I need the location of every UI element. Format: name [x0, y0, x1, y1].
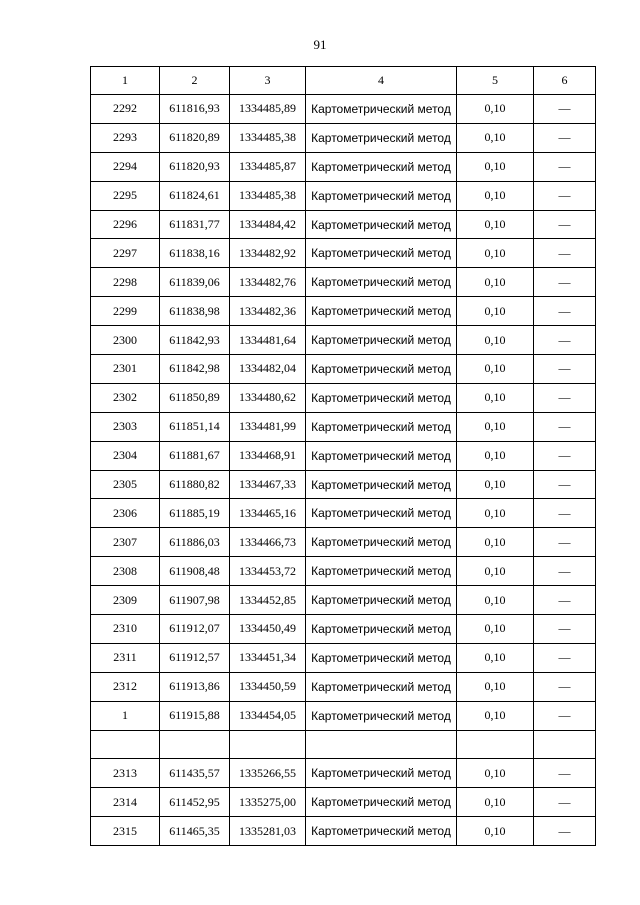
- method-cell: Картометрический метод: [306, 355, 457, 384]
- note-cell: —: [534, 210, 596, 239]
- x-coordinate-cell: 611908,48: [160, 557, 230, 586]
- y-coordinate-cell: 1335266,55: [230, 759, 306, 788]
- accuracy-cell: 0,10: [457, 297, 534, 326]
- y-coordinate-cell: 1334481,99: [230, 412, 306, 441]
- table-row: [91, 412, 596, 441]
- x-coordinate-cell: 611881,67: [160, 441, 230, 470]
- method-cell: Картометрический метод: [306, 210, 457, 239]
- table-row: [91, 759, 596, 788]
- note-cell: —: [534, 239, 596, 268]
- point-number-cell: 2312: [91, 672, 160, 701]
- point-number-cell: 2303: [91, 412, 160, 441]
- x-coordinate-cell: 611912,57: [160, 643, 230, 672]
- method-cell: Картометрический метод: [306, 268, 457, 297]
- point-number-cell: 2311: [91, 643, 160, 672]
- method-cell: Картометрический метод: [306, 615, 457, 644]
- point-number-cell: 2308: [91, 557, 160, 586]
- point-number-cell: 2314: [91, 788, 160, 817]
- x-coordinate-cell: 611886,03: [160, 528, 230, 557]
- accuracy-cell: 0,10: [457, 557, 534, 586]
- note-cell: —: [534, 152, 596, 181]
- note-cell: —: [534, 95, 596, 124]
- x-coordinate-cell: 611831,77: [160, 210, 230, 239]
- accuracy-cell: 0,10: [457, 817, 534, 846]
- x-coordinate-cell: 611851,14: [160, 412, 230, 441]
- y-coordinate-cell: 1334451,34: [230, 643, 306, 672]
- accuracy-cell: [457, 730, 534, 759]
- method-cell: Картометрический метод: [306, 326, 457, 355]
- accuracy-cell: 0,10: [457, 701, 534, 730]
- table-row: [91, 730, 596, 759]
- x-coordinate-cell: 611907,98: [160, 586, 230, 615]
- method-cell: Картометрический метод: [306, 586, 457, 615]
- y-coordinate-cell: 1334467,33: [230, 470, 306, 499]
- method-cell: Картометрический метод: [306, 412, 457, 441]
- x-coordinate-cell: 611435,57: [160, 759, 230, 788]
- accuracy-cell: 0,10: [457, 268, 534, 297]
- header-row: [91, 67, 596, 95]
- accuracy-cell: 0,10: [457, 95, 534, 124]
- method-cell: Картометрический метод: [306, 152, 457, 181]
- table-row: [91, 615, 596, 644]
- x-coordinate-cell: 611885,19: [160, 499, 230, 528]
- table-row: [91, 701, 596, 730]
- y-coordinate-cell: 1334485,87: [230, 152, 306, 181]
- note-cell: —: [534, 383, 596, 412]
- note-cell: —: [534, 441, 596, 470]
- point-number-cell: 2295: [91, 181, 160, 210]
- x-coordinate-cell: 611816,93: [160, 95, 230, 124]
- accuracy-cell: 0,10: [457, 326, 534, 355]
- x-coordinate-cell: 611820,89: [160, 123, 230, 152]
- point-number-cell: 2300: [91, 326, 160, 355]
- point-number-cell: 2310: [91, 615, 160, 644]
- note-cell: —: [534, 123, 596, 152]
- method-cell: Картометрический метод: [306, 528, 457, 557]
- note-cell: —: [534, 817, 596, 846]
- table-row: [91, 672, 596, 701]
- method-cell: Картометрический метод: [306, 383, 457, 412]
- method-cell: [306, 730, 457, 759]
- point-number-cell: 2292: [91, 95, 160, 124]
- accuracy-cell: 0,10: [457, 181, 534, 210]
- method-cell: Картометрический метод: [306, 297, 457, 326]
- x-coordinate-cell: 611452,95: [160, 788, 230, 817]
- table-row: [91, 268, 596, 297]
- header-cell-6: 6: [534, 67, 596, 95]
- x-coordinate-cell: 611465,35: [160, 817, 230, 846]
- table-row: [91, 557, 596, 586]
- x-coordinate-cell: 611842,93: [160, 326, 230, 355]
- accuracy-cell: 0,10: [457, 759, 534, 788]
- point-number-cell: 2306: [91, 499, 160, 528]
- note-cell: —: [534, 586, 596, 615]
- method-cell: Картометрический метод: [306, 441, 457, 470]
- point-number-cell: 2299: [91, 297, 160, 326]
- y-coordinate-cell: 1334465,16: [230, 499, 306, 528]
- accuracy-cell: 0,10: [457, 586, 534, 615]
- table-row: [91, 326, 596, 355]
- accuracy-cell: 0,10: [457, 788, 534, 817]
- table-row: [91, 297, 596, 326]
- method-cell: Картометрический метод: [306, 239, 457, 268]
- accuracy-cell: 0,10: [457, 528, 534, 557]
- table-row: [91, 528, 596, 557]
- point-number-cell: 2309: [91, 586, 160, 615]
- x-coordinate-cell: 611839,06: [160, 268, 230, 297]
- method-cell: Картометрический метод: [306, 470, 457, 499]
- y-coordinate-cell: 1334454,05: [230, 701, 306, 730]
- method-cell: Картометрический метод: [306, 643, 457, 672]
- accuracy-cell: 0,10: [457, 123, 534, 152]
- note-cell: —: [534, 412, 596, 441]
- x-coordinate-cell: 611842,98: [160, 355, 230, 384]
- note-cell: —: [534, 181, 596, 210]
- x-coordinate-cell: 611850,89: [160, 383, 230, 412]
- y-coordinate-cell: 1334468,91: [230, 441, 306, 470]
- note-cell: —: [534, 643, 596, 672]
- point-number-cell: 2296: [91, 210, 160, 239]
- table-row: [91, 817, 596, 846]
- method-cell: Картометрический метод: [306, 95, 457, 124]
- note-cell: —: [534, 672, 596, 701]
- x-coordinate-cell: 611824,61: [160, 181, 230, 210]
- note-cell: —: [534, 268, 596, 297]
- table-row: [91, 499, 596, 528]
- x-coordinate-cell: 611912,07: [160, 615, 230, 644]
- note-cell: —: [534, 355, 596, 384]
- table-row: [91, 788, 596, 817]
- table-row: [91, 95, 596, 124]
- accuracy-cell: 0,10: [457, 499, 534, 528]
- header-cell-1: 1: [91, 67, 160, 95]
- note-cell: —: [534, 759, 596, 788]
- method-cell: Картометрический метод: [306, 701, 457, 730]
- page-number: 91: [313, 37, 327, 52]
- point-number-cell: 2294: [91, 152, 160, 181]
- method-cell: Картометрический метод: [306, 672, 457, 701]
- y-coordinate-cell: 1334485,38: [230, 123, 306, 152]
- note-cell: —: [534, 557, 596, 586]
- accuracy-cell: 0,10: [457, 239, 534, 268]
- table-row: [91, 586, 596, 615]
- table-row: [91, 470, 596, 499]
- accuracy-cell: 0,10: [457, 470, 534, 499]
- point-number-cell: 2305: [91, 470, 160, 499]
- table-row: [91, 239, 596, 268]
- table-row: [91, 643, 596, 672]
- y-coordinate-cell: 1334452,85: [230, 586, 306, 615]
- method-cell: Картометрический метод: [306, 123, 457, 152]
- method-cell: Картометрический метод: [306, 499, 457, 528]
- y-coordinate-cell: 1334450,49: [230, 615, 306, 644]
- point-number-cell: 2297: [91, 239, 160, 268]
- method-cell: Картометрический метод: [306, 788, 457, 817]
- note-cell: —: [534, 528, 596, 557]
- note-cell: —: [534, 701, 596, 730]
- y-coordinate-cell: 1334482,36: [230, 297, 306, 326]
- note-cell: —: [534, 788, 596, 817]
- note-cell: —: [534, 326, 596, 355]
- table-row: [91, 152, 596, 181]
- header-cell-2: 2: [160, 67, 230, 95]
- accuracy-cell: 0,10: [457, 643, 534, 672]
- table-row: [91, 181, 596, 210]
- accuracy-cell: 0,10: [457, 441, 534, 470]
- note-cell: —: [534, 615, 596, 644]
- x-coordinate-cell: 611820,93: [160, 152, 230, 181]
- point-number-cell: [91, 730, 160, 759]
- table-row: [91, 123, 596, 152]
- table-row: [91, 441, 596, 470]
- y-coordinate-cell: 1334482,76: [230, 268, 306, 297]
- point-number-cell: 2293: [91, 123, 160, 152]
- point-number-cell: 2315: [91, 817, 160, 846]
- x-coordinate-cell: [160, 730, 230, 759]
- y-coordinate-cell: [230, 730, 306, 759]
- point-number-cell: 2301: [91, 355, 160, 384]
- y-coordinate-cell: 1334450,59: [230, 672, 306, 701]
- x-coordinate-cell: 611913,86: [160, 672, 230, 701]
- method-cell: Картометрический метод: [306, 817, 457, 846]
- x-coordinate-cell: 611915,88: [160, 701, 230, 730]
- y-coordinate-cell: 1335275,00: [230, 788, 306, 817]
- note-cell: —: [534, 470, 596, 499]
- point-number-cell: 1: [91, 701, 160, 730]
- point-number-cell: 2298: [91, 268, 160, 297]
- note-cell: —: [534, 499, 596, 528]
- accuracy-cell: 0,10: [457, 383, 534, 412]
- y-coordinate-cell: 1335281,03: [230, 817, 306, 846]
- note-cell: [534, 730, 596, 759]
- header-cell-5: 5: [457, 67, 534, 95]
- header-cell-3: 3: [230, 67, 306, 95]
- point-number-cell: 2313: [91, 759, 160, 788]
- accuracy-cell: 0,10: [457, 152, 534, 181]
- x-coordinate-cell: 611838,16: [160, 239, 230, 268]
- y-coordinate-cell: 1334480,62: [230, 383, 306, 412]
- y-coordinate-cell: 1334482,04: [230, 355, 306, 384]
- method-cell: Картометрический метод: [306, 181, 457, 210]
- x-coordinate-cell: 611838,98: [160, 297, 230, 326]
- header-cell-4: 4: [306, 67, 457, 95]
- method-cell: Картометрический метод: [306, 557, 457, 586]
- y-coordinate-cell: 1334453,72: [230, 557, 306, 586]
- accuracy-cell: 0,10: [457, 615, 534, 644]
- point-number-cell: 2307: [91, 528, 160, 557]
- table-row: [91, 355, 596, 384]
- point-number-cell: 2304: [91, 441, 160, 470]
- y-coordinate-cell: 1334485,38: [230, 181, 306, 210]
- method-cell: Картометрический метод: [306, 759, 457, 788]
- x-coordinate-cell: 611880,82: [160, 470, 230, 499]
- point-number-cell: 2302: [91, 383, 160, 412]
- y-coordinate-cell: 1334484,42: [230, 210, 306, 239]
- coordinates-table: [90, 66, 596, 846]
- accuracy-cell: 0,10: [457, 412, 534, 441]
- table-row: [91, 383, 596, 412]
- accuracy-cell: 0,10: [457, 210, 534, 239]
- note-cell: —: [534, 297, 596, 326]
- accuracy-cell: 0,10: [457, 672, 534, 701]
- y-coordinate-cell: 1334485,89: [230, 95, 306, 124]
- y-coordinate-cell: 1334481,64: [230, 326, 306, 355]
- table-row: [91, 210, 596, 239]
- accuracy-cell: 0,10: [457, 355, 534, 384]
- y-coordinate-cell: 1334482,92: [230, 239, 306, 268]
- y-coordinate-cell: 1334466,73: [230, 528, 306, 557]
- table-body: [91, 95, 596, 846]
